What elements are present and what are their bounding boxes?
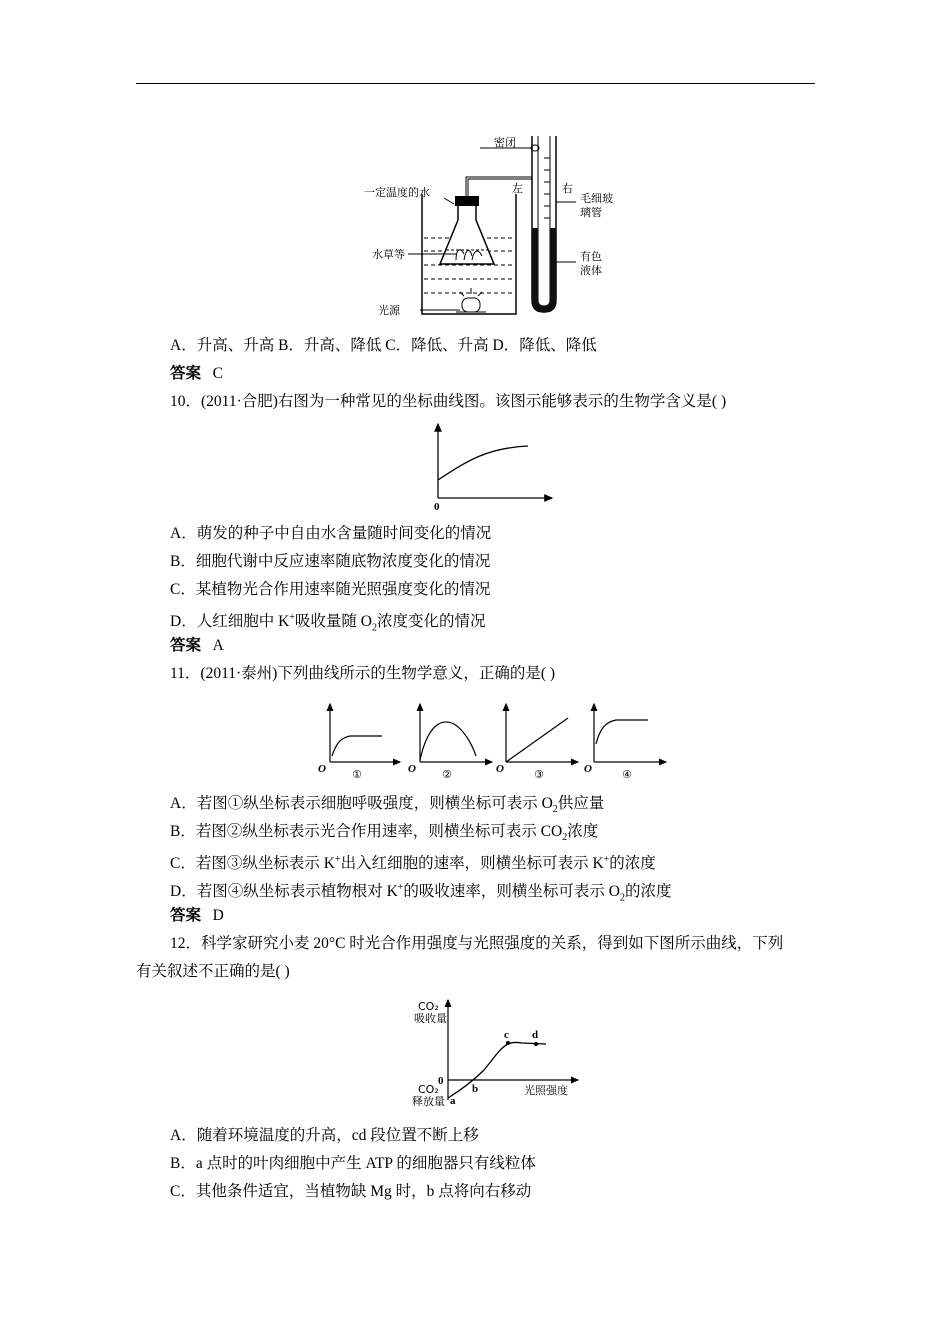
point-b-label: b [472,1083,479,1095]
point-c-label: c [504,1029,509,1041]
graph-3-label: ③ [534,768,544,781]
q12-option-c: C．其他条件适宜，当植物缺 Mg 时，b 点将向右移动 [170,1183,532,1200]
graph-4-label: ④ [622,768,632,781]
label-water-weed: 水草等 [372,248,405,261]
point-d-label: d [532,1029,539,1041]
q12-option-a: A．随着环境温度的升高，cd 段位置不断上移 [170,1127,479,1144]
q11-option-d: D．若图④纵坐标表示植物根对 K+的吸收速率，则横坐标可表示 $O_2$的浓度 [170,882,672,904]
header-rule [136,83,815,84]
label-right: 右 [562,182,573,195]
answer-label: 答案 [170,637,202,654]
q10-option-b: B．细胞代谢中反应速率随底物浓度变化的情况 [170,553,491,570]
q12-option-b: B．a 点时的叶肉细胞中产生 ATP 的细胞器只有线粒体 [170,1155,536,1172]
answer-value: A [212,637,224,654]
graph-1-origin: O [318,763,326,775]
label-light-source: 光源 [378,304,400,317]
y-label-top-1: CO₂ [418,1000,439,1013]
q12-origin: 0 [438,1075,444,1087]
q12-light-curve-figure [404,996,584,1108]
label-capillary-1: 毛细玻 [580,192,613,205]
label-capillary-2: 璃管 [580,206,602,219]
q11-option-c: C．若图③纵坐标表示 K+出入红细胞的速率，则横坐标可表示 K+的浓度 [170,854,656,873]
label-sealed: 密闭 [494,136,516,149]
answer-label: 答案 [170,907,202,924]
answer-value: C [212,365,223,382]
y-label-bottom-1: CO₂ [418,1083,439,1096]
q10-curve-figure [428,420,558,512]
point-a-label: a [450,1095,456,1107]
q10-answer [170,636,224,656]
y-label-top-2: 吸收量 [414,1012,447,1025]
graph-1-label: ① [352,768,362,781]
graph-1 [318,704,400,781]
y-label-bottom-2: 释放量 [412,1095,445,1108]
graph-3 [496,704,578,781]
q10-origin: 0 [434,501,440,513]
q11-stem: 11．(2011·泰州)下列曲线所示的生物学意义，正确的是( ) [170,665,556,682]
q10-option-c: C．某植物光合作用速率随光照强度变化的情况 [170,581,491,598]
q11-option-b: B．若图②纵坐标表示光合作用速率，则横坐标可表示 $CO_2$浓度 [170,823,599,844]
q11-answer [170,906,224,926]
apparatus-figure [360,128,650,328]
graph-2-label: ② [442,768,452,781]
graph-4 [584,704,666,781]
answer-label: 答案 [170,365,202,382]
graph-4-origin: O [584,763,592,775]
q10-option-a: A．萌发的种子中自由水含量随时间变化的情况 [170,525,492,542]
label-liquid-1: 有色 [580,250,602,263]
q10-option-d: D．人红细胞中 K+吸收量随 $O_2$浓度变化的情况 [170,612,486,634]
q11-curves-figure [316,700,670,784]
q9-answer [170,364,223,384]
q12-stem-line-2: 有关叙述不正确的是( ) [136,963,290,980]
label-left: 左 [512,182,523,195]
graph-2 [408,704,492,781]
label-liquid-2: 液体 [580,264,602,277]
q12-stem-line-1: 12．科学家研究小麦 20°C 时光合作用强度与光照强度的关系，得到如下图所示曲线，下列 [170,935,784,952]
graph-2-origin: O [408,763,416,775]
answer-value: D [212,907,224,924]
graph-3-origin: O [496,763,504,775]
q11-option-a: A．若图①纵坐标表示细胞呼吸强度，则横坐标可表示 $O_2$供应量 [170,795,605,816]
x-axis-label: 光照强度 [524,1084,568,1097]
q9-options: A．升高、升高 B．升高、降低 C．降低、升高 D．降低、降低 [170,337,597,354]
q10-stem: 10．(2011·合肥)右图为一种常见的坐标曲线图。该图示能够表示的生物学含义是( ) [170,393,727,410]
label-water: 一定温度的水 [364,186,430,199]
